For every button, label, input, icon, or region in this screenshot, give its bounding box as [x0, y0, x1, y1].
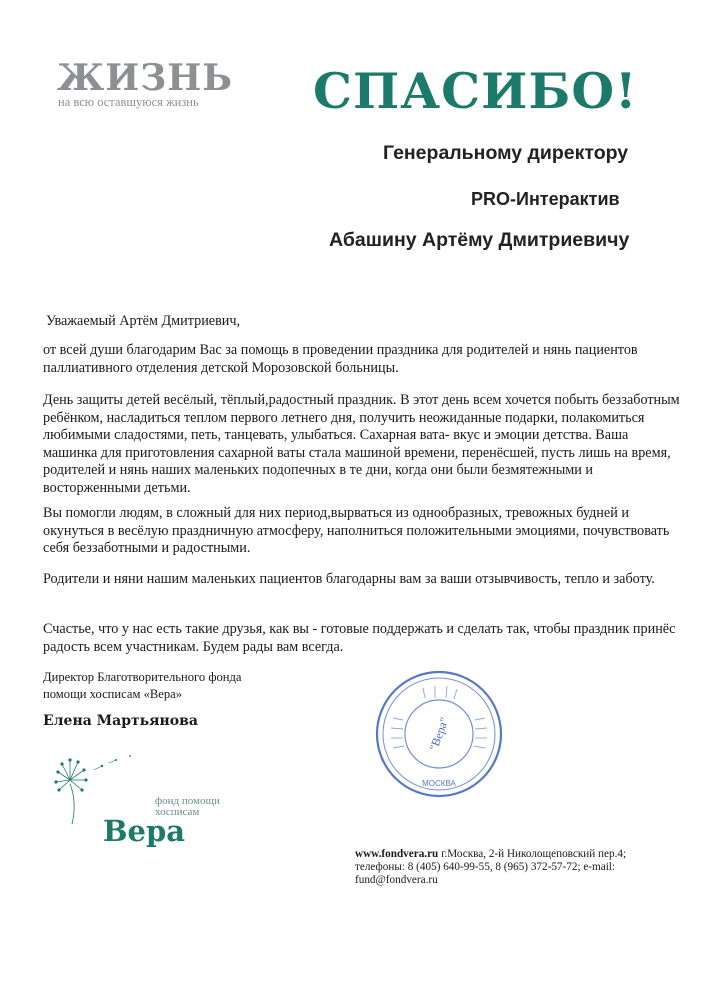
letter-paragraph: Родители и няни нашим маленьких пациентов благодарны вам за ваши отзывчивость, тепло и заботу. [43, 571, 655, 587]
vera-logo-subtitle: фонд помощи хосписам [155, 795, 220, 818]
footer-email: fund@fondvera.ru [355, 874, 438, 886]
stamp-name: "Вера" [426, 715, 452, 753]
letter-paragraph: День защиты детей весёлый, тёплый,радостный праздник. В этот день всем хочется побыть беззаботным ребёнком, насладиться теплом первого летнего дня, получить неожиданные подарки, полакомиться любимыми сладостями, петь, танцевать, улыбаться. Сахарная вата- вкус и эмоции детства. Ваша машинка для приготовления сахарной ваты стала машиной времени, перенёсшей, пусть лишь на время, родителей и нянь наших маленьких подопечных в те дни, когда они были безмятежными и восторженными детьми. [43, 392, 680, 496]
vera-logo-name: Вера [103, 814, 186, 848]
signature-role [43, 669, 303, 702]
letter-greeting: Уважаемый Артём Дмитриевич, [46, 313, 241, 329]
signature-role-line: помощи хосписам «Вера» [43, 686, 183, 701]
signature-role-line: Директор Благотворительного фонда [43, 670, 242, 684]
stamp-city: МОСКВА [422, 779, 456, 788]
footer-contacts [355, 848, 685, 887]
addressee-company: PRO-Интерактив [471, 189, 620, 209]
addressee-position: Генеральному директору [383, 142, 629, 164]
letter-paragraph: Счастье, что у нас есть такие друзья, как вы - готовые поддержать и сделать так, чтобы праздник принёс радость всем участникам. Будем рады вам всегда. [43, 621, 676, 655]
footer-website: www.fondvera.ru [355, 848, 439, 860]
letter-paragraph: Вы помогли людям, в сложный для них период,вырваться из однообразных, тревожных будней и окунуться в весёлую праздничную атмосферу, наполниться положительными эмоциями, почувствовать себя беззаботными и радостными. [43, 505, 670, 557]
zhizn-logo-subtitle: на всю оставшуюся жизнь [58, 95, 199, 109]
zhizn-logo-title: ЖИЗНЬ [57, 57, 233, 99]
letter-paragraph: от всей души благодарим Вас за помощь в проведении праздника для родителей и нянь пациентов паллиативного отделения детской Морозовской больницы. [43, 342, 638, 376]
footer-address: г.Москва, 2-й Николощеповский пер.4; [441, 848, 627, 860]
footer-phones: телефоны: 8 (405) 640-99-55, 8 (965) 372-57-72; e-mail: [355, 861, 616, 873]
addressee-name: Абашину Артёму Дмитриевичу [329, 229, 630, 251]
stamp-seal [373, 668, 505, 800]
thanks-heading: СПАСИБО! [313, 62, 638, 120]
signature-name: Елена Мартьянова [43, 713, 198, 729]
